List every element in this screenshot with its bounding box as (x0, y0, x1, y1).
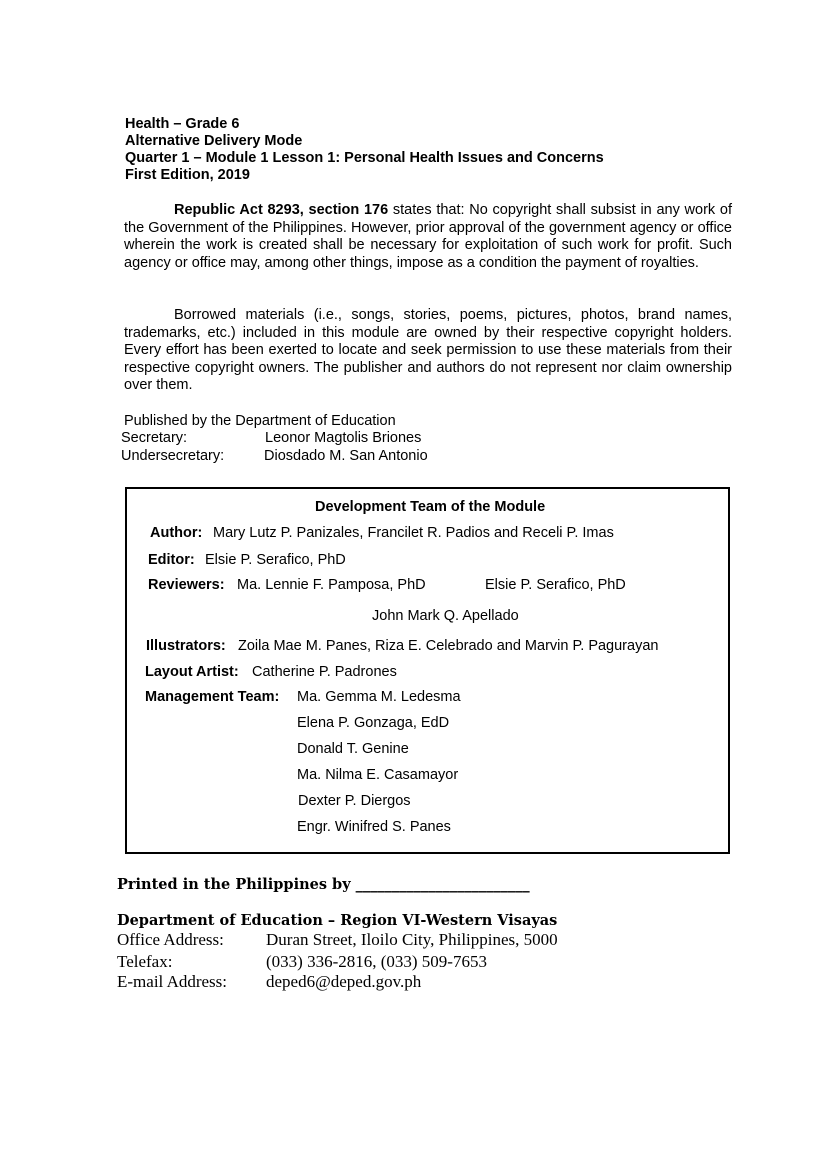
reviewer-3: John Mark Q. Apellado (372, 608, 519, 624)
layout-artist-label: Layout Artist: (145, 664, 239, 680)
printed-by: Printed in the Philippines by ________________________ (117, 876, 530, 893)
borrowed-materials-paragraph (124, 307, 732, 395)
region-heading: Department of Education – Region VI-Western Visayas (117, 912, 558, 929)
editor-label: Editor: (148, 552, 195, 568)
copyright-paragraph (124, 202, 732, 272)
management-member: Donald T. Genine (297, 741, 409, 757)
republic-act-label: Republic Act 8293, section 176 (174, 202, 389, 218)
borrowed-materials-text: Borrowed materials (i.e., songs, stories, poems, pictures, photos, brand names, trademarks, etc.) included in this module are owned by their respective copyright holders. Every effort has been exerted to locate and seek permission to use these materials from their respective copyright owners. The publisher and authors do not represent nor claim ownership over them. (124, 307, 732, 394)
header-title-edition: First Edition, 2019 (125, 167, 250, 183)
undersecretary-label: Undersecretary: (121, 448, 225, 464)
office-address-value: Duran Street, Iloilo City, Philippines, 5000 (266, 930, 558, 949)
telefax-value: (033) 336-2816, (033) 509-7653 (266, 952, 487, 971)
email-label: E-mail Address: (117, 972, 228, 991)
management-member: Ma. Gemma M. Ledesma (297, 689, 461, 705)
telefax-label: Telefax: (117, 952, 173, 971)
management-team-label: Management Team: (145, 689, 280, 705)
illustrators-label: Illustrators: (146, 638, 226, 654)
office-address-label: Office Address: (117, 930, 224, 949)
header-title-subject: Health – Grade 6 (125, 116, 240, 132)
header-title-module: Quarter 1 – Module 1 Lesson 1: Personal Health Issues and Concerns (125, 150, 604, 166)
team-heading: Development Team of the Module (315, 499, 546, 515)
secretary-label: Secretary: (121, 430, 188, 446)
author-value: Mary Lutz P. Panizales, Francilet R. Padios and Receli P. Imas (213, 525, 614, 541)
illustrators-value: Zoila Mae M. Panes, Riza E. Celebrado and Marvin P. Pagurayan (238, 638, 659, 654)
management-member: Dexter P. Diergos (298, 793, 411, 809)
management-member: Elena P. Gonzaga, EdD (297, 715, 450, 731)
editor-value: Elsie P. Serafico, PhD (205, 552, 346, 568)
reviewer-2: Elsie P. Serafico, PhD (485, 577, 626, 593)
email-value: deped6@deped.gov.ph (266, 972, 422, 991)
management-member: Ma. Nilma E. Casamayor (297, 767, 459, 783)
management-member: Engr. Winifred S. Panes (297, 819, 451, 835)
reviewers-label: Reviewers: (148, 577, 225, 593)
author-label: Author: (150, 525, 203, 541)
undersecretary-name: Diosdado M. San Antonio (264, 448, 428, 464)
reviewer-1: Ma. Lennie F. Pamposa, PhD (237, 577, 426, 593)
layout-artist-value: Catherine P. Padrones (252, 664, 397, 680)
published-by: Published by the Department of Education (124, 413, 396, 429)
republic-act-text: states that: No copyright shall subsist in any work of the Government of the Philippines. However, prior approval of the government agency or office wherein the work is created shall be necessary for exploitation of such work for profit. Such agency or office may, among other things, impose as a condition the payment of royalties. (124, 202, 732, 271)
secretary-name: Leonor Magtolis Briones (265, 430, 422, 446)
header-title-mode: Alternative Delivery Mode (125, 133, 303, 149)
